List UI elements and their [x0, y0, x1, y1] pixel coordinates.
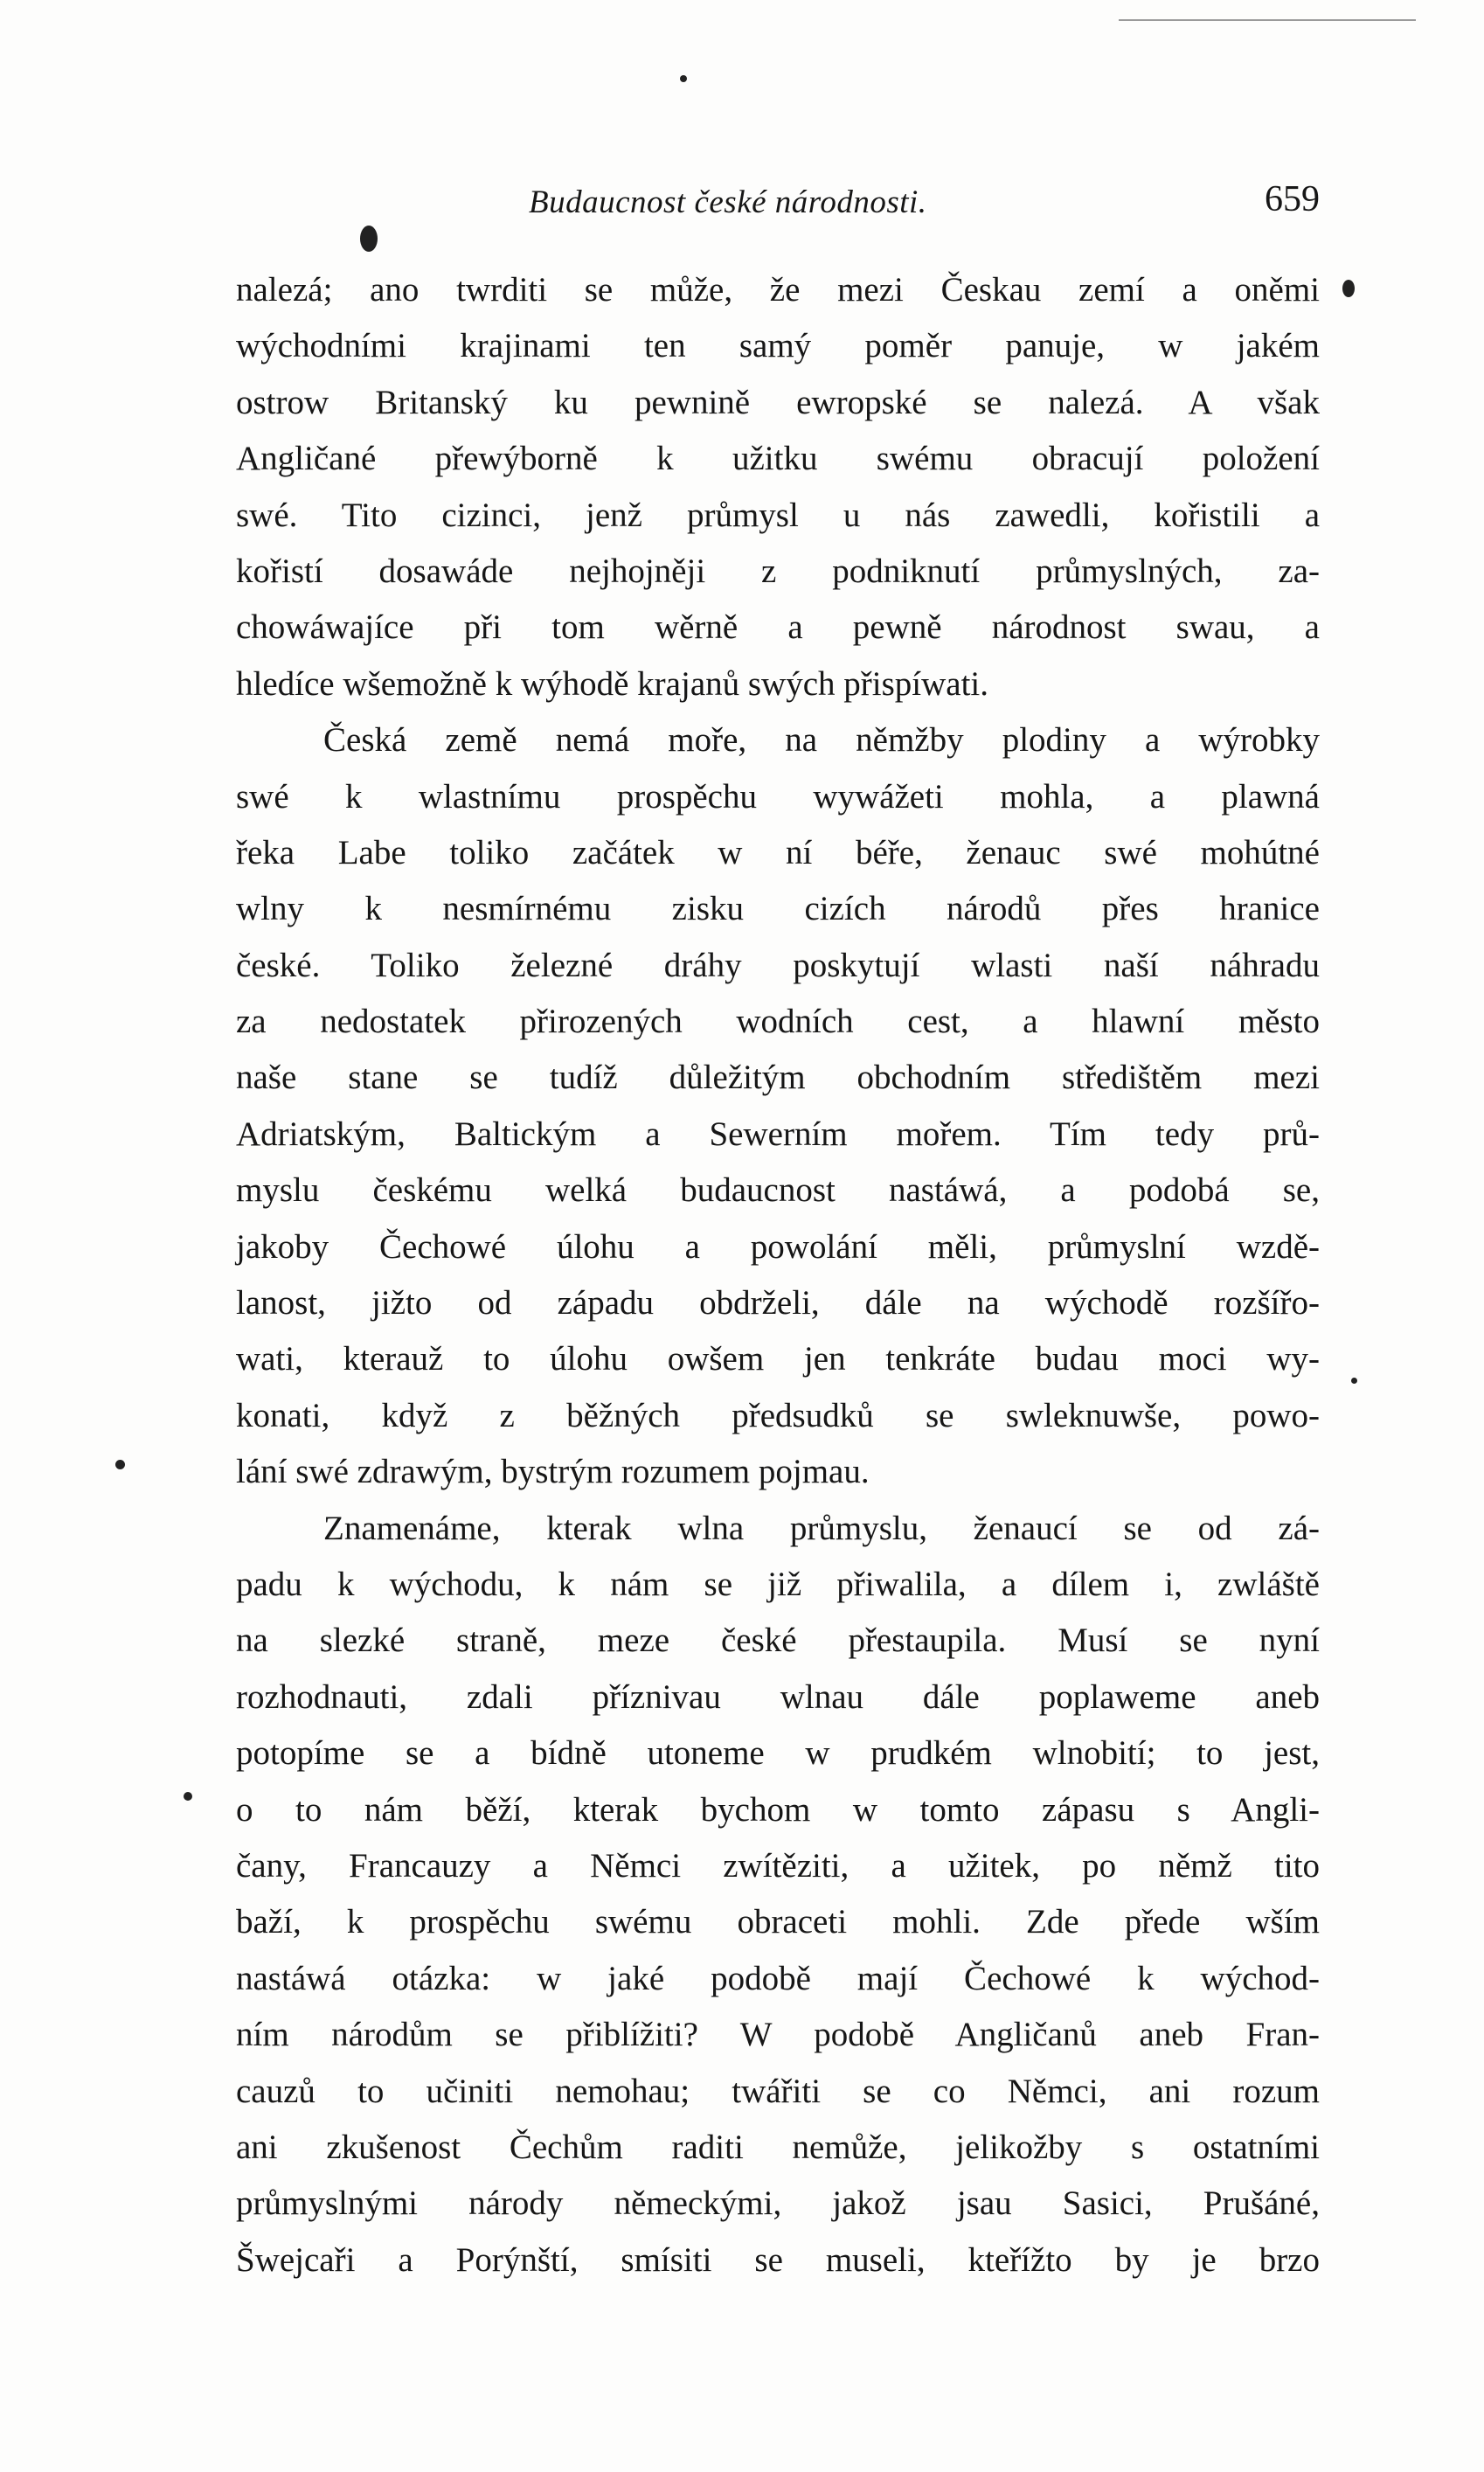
text-line: ani zkušenost Čechům raditi nemůže, jelikožby s ostatními	[236, 2128, 1320, 2166]
text-line: lání swé zdrawým, bystrým rozumem pojmau.	[236, 1453, 870, 1491]
text-line: ním národům se přiblížiti? W podobě Angličanů aneb Fran-	[236, 2016, 1320, 2054]
text-line: jakoby Čechowé úlohu a powolání měli, průmyslní wzdě-	[236, 1227, 1320, 1266]
text-line: hledíce wšemožně k wýhodě krajanů swých přispíwati.	[236, 664, 989, 703]
text-line: Šwejcaři a Porýnští, smísiti se museli, kteřížto by je brzo	[236, 2240, 1320, 2279]
paragraph-2	[236, 712, 1320, 1500]
text-line: Adriatským, Baltickým a Sewerním mořem. Tím tedy prů-	[236, 1114, 1320, 1153]
text-line: nastáwá otázka: w jaké podobě mají Čechowé k wýchod-	[236, 1959, 1320, 1997]
text-line: za nedostatek přirozených wodních cest, a hlawní město	[236, 1003, 1320, 1041]
text-line: ostrow Britanský ku pewnině ewropské se nalezá. A však	[236, 383, 1320, 421]
text-line: nalezá; ano twrditi se může, že mezi Českau zemí a oněmi	[236, 271, 1320, 309]
text-line: padu k wýchodu, k nám se již přiwalila, a dílem i, zwláště	[236, 1565, 1320, 1603]
text-line: cauzů to učiniti nemohau; twářiti se co Němci, ani rozum	[236, 2072, 1320, 2110]
text-line: wati, kterauž to úlohu owšem jen tenkráte budau moci wy-	[236, 1340, 1320, 1378]
text-line: konati, když z běžných předsudků se swleknuwše, powo-	[236, 1396, 1320, 1434]
text-line: řeka Labe toliko začátek w ní béře, ženauc swé mohútné	[236, 833, 1320, 871]
text-line: o to nám běží, kterak bychom w tomto zápasu s Angli-	[236, 1790, 1320, 1829]
text-line: wýchodními krajinami ten samý poměr panuje, w jakém	[236, 327, 1320, 365]
paragraph-1	[236, 262, 1320, 712]
scan-speck	[1351, 1378, 1357, 1384]
text-line: české. Toliko železné dráhy poskytují wlasti naší náhradu	[236, 946, 1320, 984]
text-line: Angličané přewýborně k užitku swému obracují položení	[236, 440, 1320, 478]
page-header	[236, 175, 1320, 236]
text-line: chowáwajíce při tom wěrně a pewně národnost swau, a	[236, 608, 1320, 647]
text-line: baží, k prospěchu swému obraceti mohli. Zde přede wším	[236, 1903, 1320, 1941]
scan-speck	[184, 1792, 192, 1801]
scan-artifact-line	[1119, 19, 1416, 21]
text-line: čany, Francauzy a Němci zwítěziti, a užitek, po němž tito	[236, 1846, 1320, 1885]
text-line: swé. Tito cizinci, jenž průmysl u nás zawedli, kořistili a	[236, 496, 1320, 534]
scan-speck	[1342, 280, 1355, 297]
text-line: rozhodnauti, zdali příznivau wlnau dále poplaweme aneb	[236, 1677, 1320, 1716]
text-line: lanost, jižto od západu obdrželi, dále na wýchodě rozšířo-	[236, 1284, 1320, 1323]
text-line: kořistí dosawáde nejhojněji z podniknutí průmyslných, za-	[236, 552, 1320, 590]
text-line: Česká země nemá moře, na němžby plodiny a wýrobky	[323, 721, 1320, 760]
text-line: průmyslnými národy německými, jakož jsau Sasici, Prušáné,	[236, 2184, 1320, 2223]
scan-speck	[115, 1460, 125, 1469]
text-line: na slezké straně, meze české přestaupila. Musí se nyní	[236, 1621, 1320, 1660]
text-line: myslu českému welká budaucnost nastáwá, a podobá se,	[236, 1171, 1320, 1210]
paragraph-3	[236, 1501, 1320, 2288]
scan-speck	[680, 75, 687, 82]
text-line: Znamenáme, kterak wlna průmyslu, ženaucí se od zá-	[323, 1509, 1320, 1547]
text-line: swé k wlastnímu prospěchu wywážeti mohla, a plawná	[236, 777, 1320, 816]
body-text	[236, 262, 1320, 2288]
text-line: potopíme se a bídně utoneme w prudkém wlnobití; to jest,	[236, 1734, 1320, 1773]
page-number: 659	[1265, 179, 1320, 219]
running-title: Budaucnost české národnosti.	[529, 184, 927, 220]
text-line: wlny k nesmírnému zisku cizích národů přes hranice	[236, 890, 1320, 928]
text-line: naše stane se tudíž důležitým obchodním středištěm mezi	[236, 1059, 1320, 1097]
